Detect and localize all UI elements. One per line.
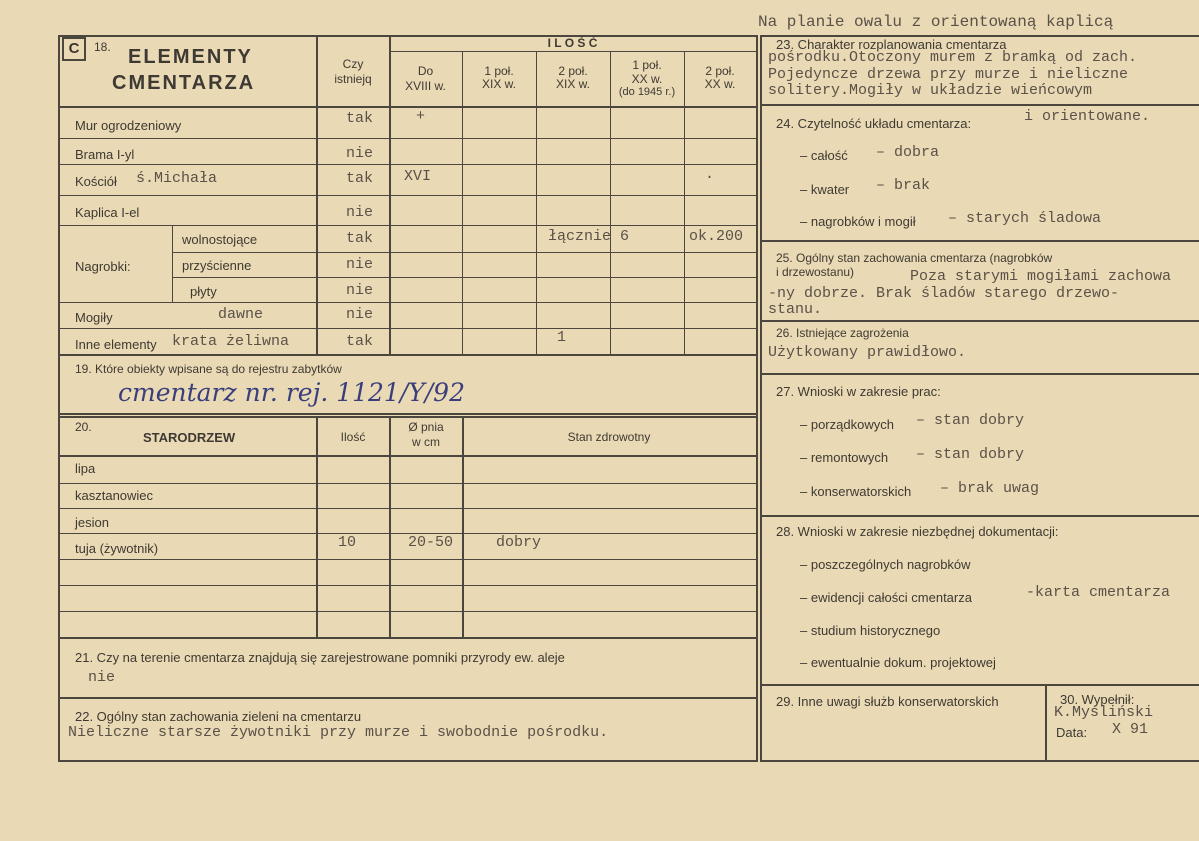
top-note: Na planie owalu z orientowaną kaplicą (758, 13, 1114, 31)
period-4-l1: 1 poł. (632, 58, 662, 72)
sec30-date: X 91 (1112, 721, 1149, 738)
sec26-value: Użytkowany prawidłowo. (768, 344, 967, 361)
col-tree-dia-2: w cm (412, 435, 440, 449)
col-czy-2: istniejq (334, 72, 372, 86)
row-przysc-label: przyścienne (182, 258, 252, 273)
row-wolno-exists: tak (346, 230, 374, 247)
row-kaplica-label: Kaplica I-el (75, 205, 140, 220)
tree-row-4-state: dobry (496, 534, 542, 551)
period-5-l1: 2 poł. (705, 64, 735, 78)
sec24-item-1: – całość (800, 148, 848, 163)
sec23-line-1: pośrodku.Otoczony murem z bramką od zach. (768, 49, 1138, 66)
sec25-label-1: 25. Ogólny stan zachowania cmentarza (nagrobków (776, 251, 1053, 265)
sec24-label: 24. Czytelność układu cmentarza: (776, 116, 972, 131)
sec23-label: 23. Charakter rozplanowania cmentarza (776, 37, 1007, 52)
row-inne-value: krata żeliwna (172, 333, 290, 350)
sec18-title-2: CMENTARZA (112, 72, 256, 94)
sec23-line-3: solitery.Mogiły w układzie wieńcowym (768, 82, 1093, 99)
period-1-l1: Do (417, 64, 434, 78)
sec27-item-2-value: – stan dobry (916, 446, 1025, 463)
sec19-label: 19. Które obiekty wpisane są do rejestru zabytków (75, 362, 342, 376)
sec22-label: 22. Ogólny stan zachowania zieleni na cmentarzu (75, 709, 362, 724)
sec25-label-2: i drzewostanu) (776, 265, 855, 279)
row-przysc-exists: nie (346, 256, 374, 273)
period-3-l2: XIX w. (555, 77, 590, 91)
sec24-item-3: – nagrobków i mogił (800, 214, 916, 229)
row-mogily-value: dawne (218, 306, 264, 323)
row-mogily-exists: nie (346, 306, 374, 323)
sec29-label: 29. Inne uwagi służb konserwatorskich (776, 694, 999, 709)
sec21-label: 21. Czy na terenie cmentarza znajdują się zarejestrowane pomniki przyrody ew. aleje (75, 650, 565, 665)
sec18-title-1: ELEMENTY (128, 46, 253, 68)
period-3-l1: 2 poł. (558, 64, 588, 78)
col-tree-qty: Ilość (340, 430, 366, 444)
sec30-label: 30. Wypełnił: (1060, 692, 1135, 707)
col-czy-1: Czy (342, 57, 364, 71)
sec25-line-2: -ny dobrze. Brak śladów starego drzewo- (768, 285, 1120, 302)
tree-row-4: tuja (żywotnik) (75, 541, 159, 556)
row-inne-label: Inne elementy (75, 337, 157, 352)
row-kosciol-period-5: . (705, 166, 715, 183)
sec23-line-2: Pojedyncze drzewa przy murze i nieliczne (768, 66, 1129, 83)
row-inne-exists: tak (346, 333, 374, 350)
sec20-title: STARODRZEW (143, 430, 236, 445)
sec27-item-3-value: – brak uwag (940, 480, 1040, 497)
sec22-value: Nieliczne starsze żywotniki przy murze i swobodnie pośrodku. (68, 724, 609, 741)
row-kosciol-period-1: XVI (404, 168, 432, 185)
sec30-name: K.Myśliński (1054, 704, 1154, 721)
sec26-label: 26. Istniejące zagrożenia (776, 326, 909, 340)
sec27-item-1-value: – stan dobry (916, 412, 1025, 429)
row-mur-period-1: + (416, 108, 426, 125)
period-2-l2: XIX w. (481, 77, 516, 91)
row-mur-exists: tak (346, 110, 374, 127)
period-2-l1: 1 poł. (484, 64, 514, 78)
col-ilosc: I L O Ś Ć (547, 36, 598, 50)
card-letter-box: C (62, 37, 86, 61)
period-4-l3: (do 1945 r.) (618, 86, 676, 98)
sec27-item-1: – porządkowych (800, 417, 894, 432)
sec27-item-3: – konserwatorskich (800, 484, 912, 499)
sec28-label: 28. Wnioski w zakresie niezbędnej dokumentacji: (776, 524, 1059, 539)
tree-row-2: kasztanowiec (75, 488, 154, 503)
sec28-item-3: – studium historycznego (800, 623, 941, 638)
row-wolno-period-3: łącznie 6 (548, 228, 630, 245)
sec30-date-label: Data: (1056, 725, 1088, 740)
row-mogily-label: Mogiły (75, 310, 113, 325)
row-kaplica-exists: nie (346, 204, 374, 221)
tree-row-3: jesion (75, 515, 109, 530)
col-tree-dia-1: Ø pnia (408, 420, 444, 434)
period-5-l2: XX w. (704, 77, 736, 91)
row-kosciol-name: ś.Michała (136, 170, 218, 187)
sec27-item-2: – remontowych (800, 450, 889, 465)
sec24-item-2: – kwater (800, 182, 850, 197)
sec21-value: nie (88, 669, 116, 686)
row-nagrobki-label: Nagrobki: (75, 259, 131, 274)
tree-row-1: lipa (75, 461, 96, 476)
row-kosciol-label: Kościół (75, 174, 117, 189)
sec24-item-3-value: – starych śladowa (948, 210, 1102, 227)
row-plyty-exists: nie (346, 282, 374, 299)
sec18-number: 18. (94, 40, 111, 54)
period-4-l2: XX w. (631, 72, 663, 86)
tree-row-4-qty: 10 (338, 534, 357, 551)
tree-row-4-dia: 20-50 (408, 534, 454, 551)
row-wolno-label: wolnostojące (182, 232, 258, 247)
period-1-l2: XVIII w. (405, 79, 446, 93)
sec28-item-4: – ewentualnie dokum. projektowej (800, 655, 996, 670)
sec25-line-1: Poza starymi mogiłami zachowa (910, 268, 1172, 285)
sec24-item-1-value: – dobra (876, 144, 940, 161)
sec28-item-2: – ewidencji całości cmentarza (800, 590, 972, 605)
sec19-handwritten: cmentarz nr. rej. 1121/Y/92 (118, 378, 465, 407)
sec25-line-3: stanu. (768, 301, 823, 318)
row-plyty-label: płyty (190, 284, 217, 299)
sec24-extra: i orientowane. (1024, 108, 1151, 125)
row-brama-label: Brama I-yl (75, 147, 135, 162)
row-brama-exists: nie (346, 145, 374, 162)
sec28-item-1: – poszczególnych nagrobków (800, 557, 971, 572)
sec27-label: 27. Wnioski w zakresie prac: (776, 384, 941, 399)
sec28-item-2-value: -karta cmentarza (1026, 584, 1171, 601)
sec24-item-2-value: – brak (876, 177, 931, 194)
sec20-number: 20. (75, 420, 92, 434)
row-inne-period-3: 1 (557, 329, 567, 346)
row-kosciol-exists: tak (346, 170, 374, 187)
col-tree-state: Stan zdrowotny (567, 430, 651, 444)
row-wolno-period-5: ok.200 (689, 228, 744, 245)
row-mur-label: Mur ogrodzeniowy (75, 118, 182, 133)
